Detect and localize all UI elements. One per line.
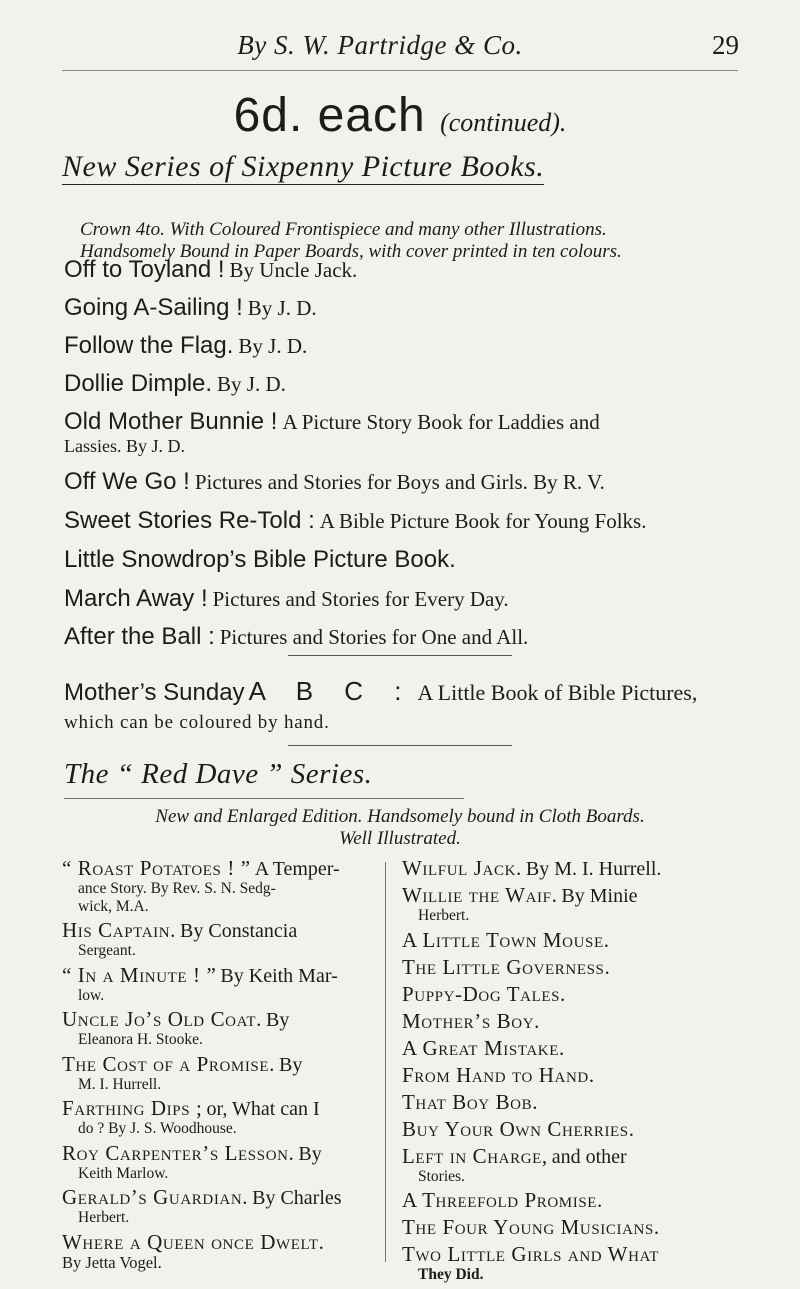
book-entry bbox=[64, 587, 754, 611]
book-entry bbox=[64, 334, 754, 358]
series-book-title: Willie the Waif. bbox=[402, 883, 558, 907]
book-detail-cont: which can be coloured by hand. bbox=[64, 712, 330, 733]
book-entry bbox=[64, 258, 754, 282]
book-title: Going A-Sailing ! bbox=[64, 294, 243, 321]
book-entry bbox=[64, 470, 754, 494]
series-book-title: His Captain. bbox=[62, 918, 177, 942]
series-book bbox=[62, 1140, 372, 1182]
series-book-title: From Hand to Hand. bbox=[402, 1062, 595, 1087]
book-title: Little Snowdrop’s Bible Picture Book. bbox=[64, 546, 456, 573]
series-book bbox=[402, 981, 762, 1006]
book-entry bbox=[64, 548, 754, 572]
book-title: Mother’s Sunday bbox=[64, 679, 245, 706]
series-book-title: Puppy-Dog Tales. bbox=[402, 981, 566, 1006]
edition-note bbox=[62, 806, 738, 850]
series-book-author: A Temper- bbox=[254, 858, 340, 880]
series-book-cont: Eleanora H. Stooke. bbox=[78, 1031, 203, 1048]
book-entry bbox=[64, 296, 754, 320]
series-book-author: By Constancia bbox=[180, 920, 298, 942]
series-book-cont: M. I. Hurrell. bbox=[78, 1075, 162, 1093]
edition-line: Well Illustrated. bbox=[339, 828, 461, 849]
series-book-cont: Herbert. bbox=[418, 907, 470, 924]
series-book-title: The Cost of a Promise. bbox=[62, 1051, 275, 1076]
series-book-author: or, What can I bbox=[206, 1098, 320, 1120]
book-detail: Pictures and Stories for One and All. bbox=[219, 625, 529, 649]
section-rule bbox=[288, 655, 512, 656]
book-detail: A Little Book of Bible Pictures, bbox=[417, 680, 698, 705]
series-book-author: By M. I. Hurrell. bbox=[525, 858, 662, 880]
book-title: Old Mother Bunnie ! bbox=[64, 408, 278, 435]
description-line: Crown 4to. With Coloured Frontispiece and many other Illustrations. bbox=[80, 219, 607, 240]
series-book-title: That Boy Bob. bbox=[402, 1089, 539, 1114]
series-book-cont: Keith Marlow. bbox=[78, 1164, 169, 1182]
price-heading bbox=[0, 88, 800, 143]
page-number: 29 bbox=[712, 30, 739, 60]
series-book bbox=[402, 885, 762, 924]
running-head: By S. W. Partridge & Co. bbox=[237, 30, 523, 60]
series-book-title: Farthing Dips ; bbox=[62, 1096, 203, 1120]
series-book bbox=[402, 1143, 762, 1185]
series-book-title: The Little Governess. bbox=[402, 954, 611, 979]
series-book-title: The Four Young Musicians. bbox=[402, 1215, 660, 1239]
series-book-title: “ In a Minute ! ” bbox=[62, 962, 217, 987]
description-line: Handsomely Bound in Paper Boards, with cover printed in ten colours. bbox=[80, 241, 622, 262]
section-rule bbox=[288, 745, 512, 746]
book-detail: A Picture Story Book for Laddies and bbox=[282, 410, 600, 434]
series-book-title: Roy Carpenter’s Lesson. bbox=[62, 1140, 295, 1165]
series-book-cont: They Did. bbox=[418, 1266, 484, 1283]
book-entry bbox=[64, 625, 754, 649]
series-book-cont: Herbert. bbox=[78, 1209, 130, 1226]
header-rule bbox=[62, 70, 738, 71]
series-book bbox=[62, 1229, 372, 1272]
series-book-title: Where a Queen once Dwelt. bbox=[62, 1229, 325, 1254]
continued-label: (continued). bbox=[440, 108, 567, 137]
series-book bbox=[402, 1089, 762, 1114]
book-title: After the Ball : bbox=[64, 623, 215, 650]
column-divider bbox=[385, 862, 386, 1262]
series-book-title: A Great Mistake. bbox=[402, 1035, 565, 1060]
series-book-author: By Keith Mar- bbox=[220, 964, 338, 987]
series-book-title: Gerald’s Guardian. bbox=[62, 1185, 249, 1209]
series-title bbox=[62, 150, 544, 184]
book-title: Dollie Dimple. bbox=[64, 370, 213, 397]
series-book-title: Mother’s Boy. bbox=[402, 1008, 540, 1033]
series-book-cont: low. bbox=[78, 986, 105, 1004]
book-detail: Pictures and Stories for Every Day. bbox=[212, 587, 509, 611]
series-book-cont: Sergeant. bbox=[78, 942, 136, 959]
series-book bbox=[402, 954, 762, 979]
series-book-title: A Little Town Mouse. bbox=[402, 927, 610, 952]
series-book bbox=[402, 1035, 762, 1060]
series-book bbox=[62, 1187, 372, 1226]
series-book-author: By Minie bbox=[561, 885, 638, 907]
mother-sunday-entry bbox=[64, 676, 764, 734]
series-book-cont: wick, M.A. bbox=[78, 897, 149, 915]
series-book bbox=[402, 1190, 762, 1211]
series-book bbox=[62, 1009, 372, 1048]
series-book bbox=[62, 858, 372, 914]
series-book-title: A Threefold Promise. bbox=[402, 1188, 603, 1212]
book-detail-cont: Lassies. By J. D. bbox=[64, 436, 185, 456]
series-book bbox=[402, 1217, 762, 1238]
series-book-cont: Stories. bbox=[418, 1167, 465, 1185]
red-dave-rule bbox=[64, 798, 464, 799]
series-book bbox=[402, 858, 762, 879]
series-book-author: By bbox=[278, 1053, 303, 1076]
series-book-title: Left in Charge, bbox=[402, 1143, 548, 1168]
book-detail: By Uncle Jack. bbox=[229, 258, 358, 282]
right-column bbox=[402, 858, 762, 1289]
series-book-author: By bbox=[266, 1009, 290, 1031]
series-book-cont: do ? By J. S. Woodhouse. bbox=[78, 1120, 237, 1137]
book-title: March Away ! bbox=[64, 585, 208, 612]
series-book bbox=[402, 927, 762, 952]
price-label: 6d. each bbox=[233, 89, 426, 142]
series-book bbox=[62, 1098, 372, 1137]
book-entry bbox=[64, 372, 754, 396]
series-book-title: Buy Your Own Cherries. bbox=[402, 1116, 635, 1141]
book-detail: A Bible Picture Book for Young Folks. bbox=[319, 509, 647, 533]
series-book bbox=[62, 1051, 372, 1093]
book-title: Off We Go ! bbox=[64, 468, 190, 495]
red-dave-heading: The “ Red Dave ” Series. bbox=[64, 758, 373, 790]
series-book-title: Wilful Jack. bbox=[402, 856, 522, 880]
series-book-title: “ Roast Potatoes ! ” bbox=[62, 856, 251, 880]
series-book-cont: ance Story. By Rev. S. N. Sedg- bbox=[78, 880, 276, 897]
series-title-text: New Series of Sixpenny Picture Books. bbox=[62, 150, 545, 183]
book-detail: By J. D. bbox=[238, 334, 308, 358]
series-book-title: Uncle Jo’s Old Coat. bbox=[62, 1007, 263, 1031]
series-book-author: By Charles bbox=[252, 1187, 342, 1209]
book-title: Off to Toyland ! bbox=[64, 256, 225, 283]
series-book bbox=[402, 1116, 762, 1141]
series-book-author: and other bbox=[551, 1145, 627, 1168]
series-book-title: Two Little Girls and What bbox=[402, 1242, 660, 1266]
series-book bbox=[62, 920, 372, 959]
book-entry bbox=[64, 410, 754, 455]
book-title: Follow the Flag. bbox=[64, 332, 234, 359]
book-entry bbox=[64, 509, 754, 533]
book-detail: By J. D. bbox=[217, 372, 286, 396]
series-book bbox=[62, 962, 372, 1004]
book-title: Sweet Stories Re-Told : bbox=[64, 507, 315, 534]
series-book-author: By bbox=[298, 1142, 322, 1165]
series-book bbox=[402, 1008, 762, 1033]
abc-label: A B C : bbox=[248, 676, 414, 706]
series-book bbox=[402, 1062, 762, 1087]
series-book bbox=[402, 1244, 762, 1283]
book-detail: Pictures and Stories for Boys and Girls. By R. V. bbox=[194, 470, 605, 494]
edition-line: New and Enlarged Edition. Handsomely bound in Cloth Boards. bbox=[155, 806, 645, 827]
book-detail: By J. D. bbox=[247, 296, 317, 320]
series-book-cont: By Jetta Vogel. bbox=[62, 1252, 162, 1272]
left-column bbox=[62, 858, 372, 1277]
